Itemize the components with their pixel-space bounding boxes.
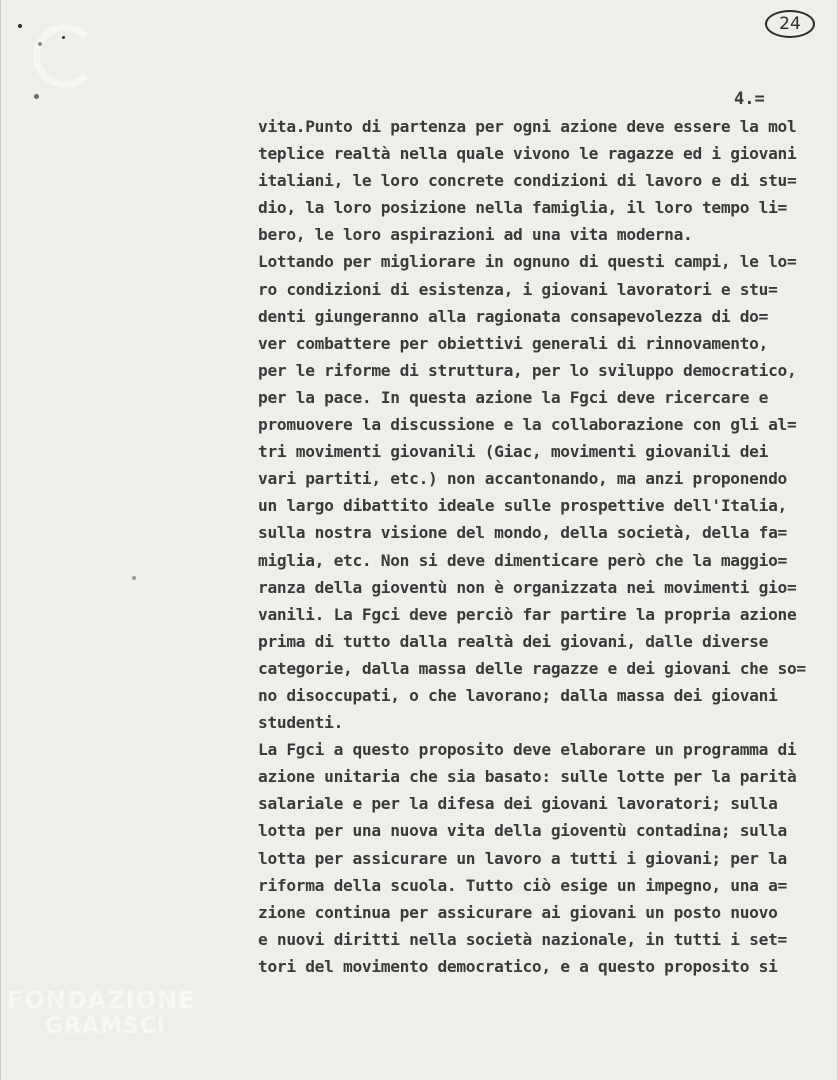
text-line: miglia, etc. Non si deve dimenticare però che la maggio= [258,550,787,570]
text-line: lotta per assicurare un lavoro a tutti i giovani; per la [258,848,787,868]
text-line: per la pace. In questa azione la Fgci deve ricercare e [258,387,769,407]
typewritten-body [258,113,824,980]
watermark-logo-icon [33,24,97,88]
text-line: vita.Punto di partenza per ogni azione deve essere la mol [258,117,797,136]
text-line: studenti. [258,713,344,733]
text-line: sulla nostra visione del mondo, della società, della fa= [258,523,787,543]
text-line: ranza della gioventù non è organizzata nei movimenti gio= [258,577,797,597]
archive-stamp: 24 [765,10,815,38]
text-line: vari partiti, etc.) non accantonando, ma anzi proponendo [258,469,787,489]
text-line: no disoccupati, o che lavorano; dalla massa dei giovani [258,685,778,705]
text-line: tori del movimento democratico, e a questo proposito si [258,956,778,976]
text-line: vanili. La Fgci deve perciò far partire la propria azione [258,604,797,624]
text-line: un largo dibattito ideale sulle prospettive dell'Italia, [258,496,787,516]
text-line: Lottando per migliorare in ognuno di questi campi, le lo= [258,252,797,272]
text-line: zione continua per assicurare ai giovani un posto nuovo [258,902,778,922]
text-line: riforma della scuola. Tutto ciò esige un impegno, una a= [258,875,787,895]
text-line: lotta per una nuova vita della gioventù contadina; sulla [258,821,787,841]
watermark [7,988,196,1038]
ink-speck [18,24,22,28]
text-line: ro condizioni di esistenza, i giovani lavoratori e stu= [258,279,778,299]
text-line: denti giungeranno alla ragionata consapevolezza di do= [258,306,769,326]
text-line: azione unitaria che sia basato: sulle lotte per la parità [258,767,797,787]
watermark-line-2: GRAMSCI [45,1014,167,1039]
text-line: tri movimenti giovanili (Giac, movimenti giovanili dei [258,442,769,462]
watermark-line-1: FONDAZIONE [7,986,196,1014]
ink-speck [34,94,39,99]
text-line: ver combattere per obiettivi generali di rinnovamento, [258,333,769,353]
text-line: La Fgci a questo proposito deve elaborare un programma di [258,740,797,760]
text-line: categorie, dalla massa delle ragazze e dei giovani che so= [258,658,806,678]
text-line: prima di tutto dalla realtà dei giovani, dalle diverse [258,631,769,651]
text-line: salariale e per la difesa dei giovani lavoratori; sulla [258,794,778,814]
text-line: promuovere la discussione e la collaborazione con gli al= [258,415,797,435]
text-line: bero, le loro aspirazioni ad una vita moderna. [258,225,693,245]
text-line: teplice realtà nella quale vivono le ragazze ed i giovani [258,144,797,164]
page-number: 4.= [734,89,765,109]
text-line: per le riforme di struttura, per lo sviluppo democratico, [258,360,797,380]
text-line: dio, la loro posizione nella famiglia, il loro tempo li= [258,198,787,218]
text-line: e nuovi diritti nella società nazionale, in tutti i set= [258,929,787,949]
text-line: italiani, le loro concrete condizioni di lavoro e di stu= [258,171,797,191]
ink-speck [132,576,136,580]
